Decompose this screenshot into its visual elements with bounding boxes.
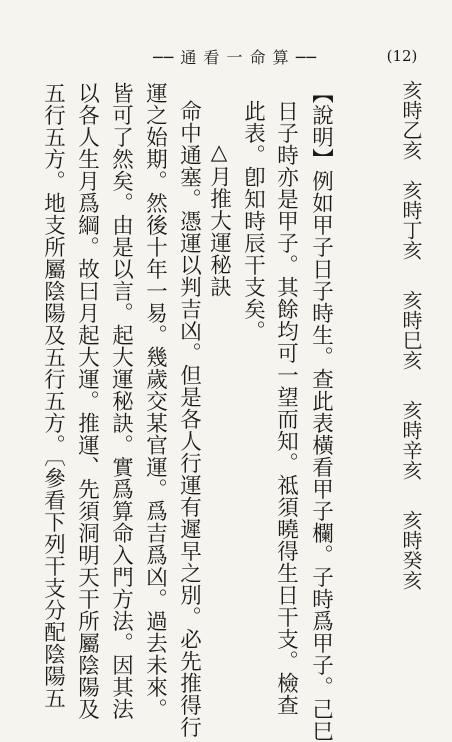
page-number: (12) xyxy=(386,47,418,65)
paragraph-line-3: 皆可了然矣。由是以言。起大運秘訣。實爲算命入門方法。因其法 xyxy=(108,82,134,720)
note-line-3: 此表。卽知時辰干支矣。 xyxy=(240,100,266,342)
note-line-1: 【說明】例如甲子日子時生。查此表橫看甲子欄。子時爲甲子。己巳 xyxy=(308,82,334,742)
hour-entry: 亥時巳亥 xyxy=(399,290,423,370)
running-header: ── 通 看 一 命 算 ── xyxy=(152,47,318,67)
hour-entry: 亥時辛亥 xyxy=(399,400,423,480)
paragraph-line-5: 五行五方。地支所屬陰陽及五行五方。〔參看下列干支分配陰陽五 xyxy=(40,82,66,710)
paragraph-line-4: 以各人生月爲綱。故曰月起大運。推運、先須洞明天干所屬陰陽及 xyxy=(74,82,100,720)
note-line-2: 日子時亦是甲子。其餘均可一望而知。祗須曉得生日干支。檢查 xyxy=(273,100,299,716)
hour-entry: 亥時癸亥 xyxy=(399,510,423,590)
hour-column-1 xyxy=(398,80,426,640)
hour-entry: 亥時丁亥 xyxy=(399,180,423,260)
paragraph-line-2: 運之始期。然後十年一易。幾歲交某官運。爲吉爲凶。過去未來。 xyxy=(142,82,168,720)
hour-entry: 亥時乙亥 xyxy=(399,80,423,160)
paragraph-line-1: 命中通塞。憑運以判吉凶。但是各人行運有遲早之別。必先推得行 xyxy=(176,100,202,738)
section-heading: △月推大運秘訣 xyxy=(206,140,232,298)
